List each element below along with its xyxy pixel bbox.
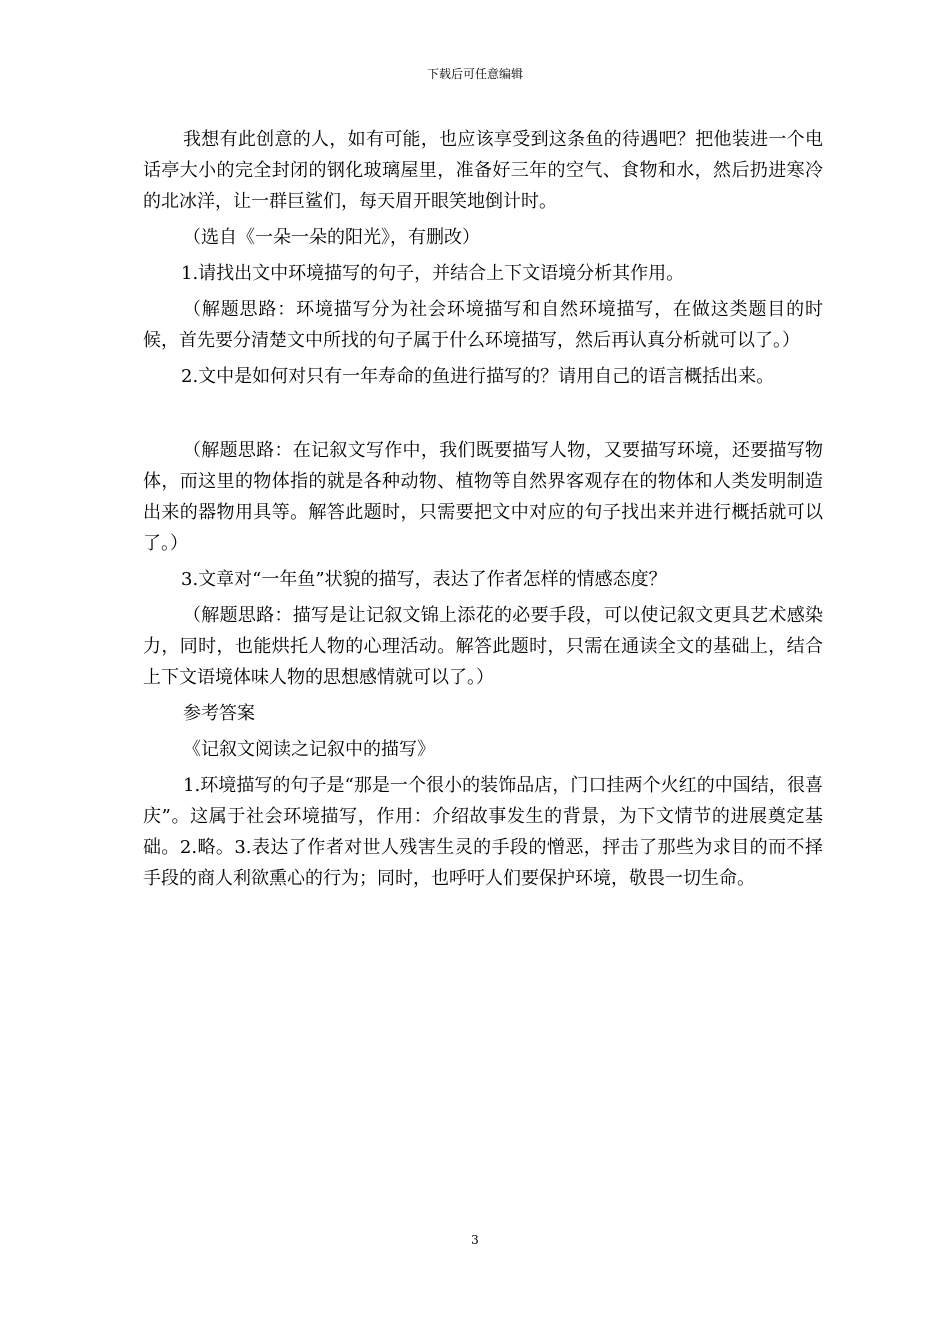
hint-2: （解题思路：在记叙文写作中，我们既要描写人物，又要描写环境，还要描写物体，而这里的物体指的就是各种动物、植物等自然界客观存在的物体和人类发明制造出来的器物用具等。解答此题时，只需要把文中对应的句子找出来并进行概括就可以了。）	[143, 440, 823, 554]
hint-1: （解题思路：环境描写分为社会环境描写和自然环境描写，在做这类题目的时候，首先要分清楚文中所找的句子属于什么环境描写，然后再认真分析就可以了。）	[143, 299, 823, 351]
answers-section-title: 《记叙文阅读之记叙中的描写》	[183, 739, 435, 760]
question-3: 3.文章对“一年鱼”状貌的描写，表达了作者怎样的情感态度？	[181, 569, 667, 590]
answers-text: 1.环境描写的句子是“那是一个很小的装饰品店，门口挂两个火红的中国结，很喜庆”。这属于社会环境描写，作用：介绍故事发生的背景，为下文情节的进展奠定基础。2.略。3.表达了作者对世人残害生灵的手段的憎恶，抨击了那些为求目的而不择手段的商人利欲熏心的行为；同时，也呼吁人们要保护环境，敬畏一切生命。	[143, 775, 823, 889]
question-2: 2.文中是如何对只有一年寿命的鱼进行描写的？请用自己的语言概括出来。	[181, 366, 775, 387]
page-header: 下载后可任意编辑	[426, 67, 523, 81]
hint-3: （解题思路：描写是让记叙文锦上添花的必要手段，可以使记叙文更具艺术感染力，同时，也能烘托人物的心理活动。解答此题时，只需在通读全文的基础上，结合上下文语境体味人物的思想感情就可以了。）	[143, 605, 823, 688]
source-citation: （选自《一朵一朵的阳光》，有删改）	[183, 227, 480, 248]
answer-space	[143, 397, 823, 435]
page-number: 3	[471, 1233, 479, 1247]
document-body	[143, 124, 823, 899]
paragraph-story-ending: 我想有此创意的人，如有可能，也应该享受到这条鱼的待遇吧？把他装进一个电话亭大小的完全封闭的钢化玻璃屋里，准备好三年的空气、食物和水，然后扔进寒冷的北冰洋，让一群巨鲨们，每天眉开眼笑地倒计时。	[143, 129, 823, 212]
question-1: 1.请找出文中环境描写的句子，并结合上下文语境分析其作用。	[181, 263, 685, 284]
answers-heading: 参考答案	[183, 703, 255, 724]
